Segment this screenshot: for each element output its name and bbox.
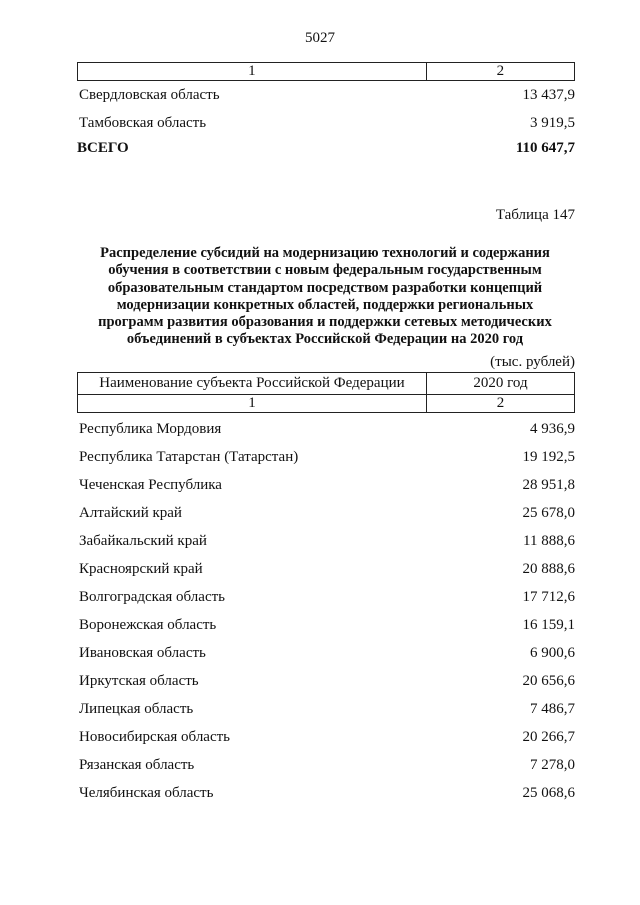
region-value: 13 437,9 bbox=[522, 87, 575, 103]
region-name: Липецкая область bbox=[79, 701, 194, 717]
table-row bbox=[77, 783, 575, 803]
region-value: 20 888,6 bbox=[522, 561, 575, 577]
region-value: 7 486,7 bbox=[530, 701, 575, 717]
title-line: объединений в субъектах Российской Федерации на 2020 год bbox=[126, 331, 524, 348]
region-name: Волгоградская область bbox=[79, 589, 225, 605]
region-value: 20 656,6 bbox=[522, 673, 575, 689]
region-name: Рязанская область bbox=[79, 757, 195, 773]
table-row bbox=[77, 475, 575, 495]
table-row bbox=[77, 643, 575, 663]
title-line: модернизации конкретных областей, поддержки региональных bbox=[116, 296, 534, 313]
region-name: Свердловская область bbox=[79, 87, 220, 103]
region-name: Воронежская область bbox=[79, 617, 217, 633]
title-line: обучения в соответствии с новым федеральным государственным bbox=[108, 262, 542, 279]
region-value: 3 919,5 bbox=[530, 115, 575, 131]
header-region-name: Наименование субъекта Российской Федерации bbox=[78, 373, 427, 395]
header-year: 2020 год bbox=[426, 373, 574, 395]
region-value: 11 888,6 bbox=[523, 533, 575, 549]
table-row bbox=[77, 587, 575, 607]
region-value: 25 068,6 bbox=[522, 785, 575, 801]
table-row bbox=[77, 559, 575, 579]
table-number: Таблица 147 bbox=[495, 207, 575, 223]
table-row bbox=[77, 419, 575, 439]
table-header bbox=[77, 372, 575, 413]
col-number-2: 2 bbox=[426, 395, 574, 413]
region-name: Ивановская область bbox=[79, 645, 206, 661]
table-row bbox=[77, 615, 575, 635]
region-value: 6 900,6 bbox=[530, 645, 575, 661]
table-row bbox=[77, 447, 575, 467]
region-value: 28 951,8 bbox=[522, 477, 575, 493]
table-row bbox=[77, 503, 575, 523]
table-row bbox=[77, 85, 575, 105]
prev-table-column-numbers bbox=[77, 62, 575, 81]
title-line: Распределение субсидий на модернизацию технологий и содержания bbox=[100, 245, 550, 261]
table-title bbox=[70, 245, 580, 349]
prev-col-number-1: 1 bbox=[78, 63, 427, 81]
region-name: Новосибирская область bbox=[79, 729, 231, 745]
region-name: Республика Татарстан (Татарстан) bbox=[79, 449, 299, 465]
region-value: 7 278,0 bbox=[530, 757, 575, 773]
region-value: 4 936,9 bbox=[530, 421, 575, 437]
region-name: Красноярский край bbox=[79, 561, 203, 577]
table-row bbox=[77, 531, 575, 551]
region-value: 16 159,1 bbox=[522, 617, 575, 633]
prev-col-number-2: 2 bbox=[426, 63, 574, 81]
unit-label: (тыс. рублей) bbox=[490, 354, 575, 370]
total-value: 110 647,7 bbox=[515, 140, 575, 156]
region-name: Забайкальский край bbox=[79, 533, 207, 549]
table-row bbox=[77, 727, 575, 747]
region-name: Республика Мордовия bbox=[79, 421, 222, 437]
table-row bbox=[77, 671, 575, 691]
title-line: образовательным стандартом посредством разработки концепций bbox=[107, 279, 543, 296]
region-name: Тамбовская область bbox=[79, 115, 207, 131]
region-value: 19 192,5 bbox=[522, 449, 575, 465]
table-row bbox=[77, 699, 575, 719]
total-row bbox=[77, 138, 575, 158]
col-number-1: 1 bbox=[78, 395, 427, 413]
title-line: программ развития образования и поддержки сетевых методических bbox=[98, 314, 552, 331]
region-name: Алтайский край bbox=[79, 505, 182, 521]
region-value: 20 266,7 bbox=[522, 729, 575, 745]
region-name: Иркутская область bbox=[79, 673, 199, 689]
page-number: 5027 bbox=[305, 30, 335, 46]
region-name: Челябинская область bbox=[79, 785, 214, 801]
region-value: 17 712,6 bbox=[522, 589, 575, 605]
total-label: ВСЕГО bbox=[77, 140, 129, 156]
region-value: 25 678,0 bbox=[522, 505, 575, 521]
region-name: Чеченская Республика bbox=[79, 477, 222, 493]
table-row bbox=[77, 755, 575, 775]
table-row bbox=[77, 113, 575, 133]
